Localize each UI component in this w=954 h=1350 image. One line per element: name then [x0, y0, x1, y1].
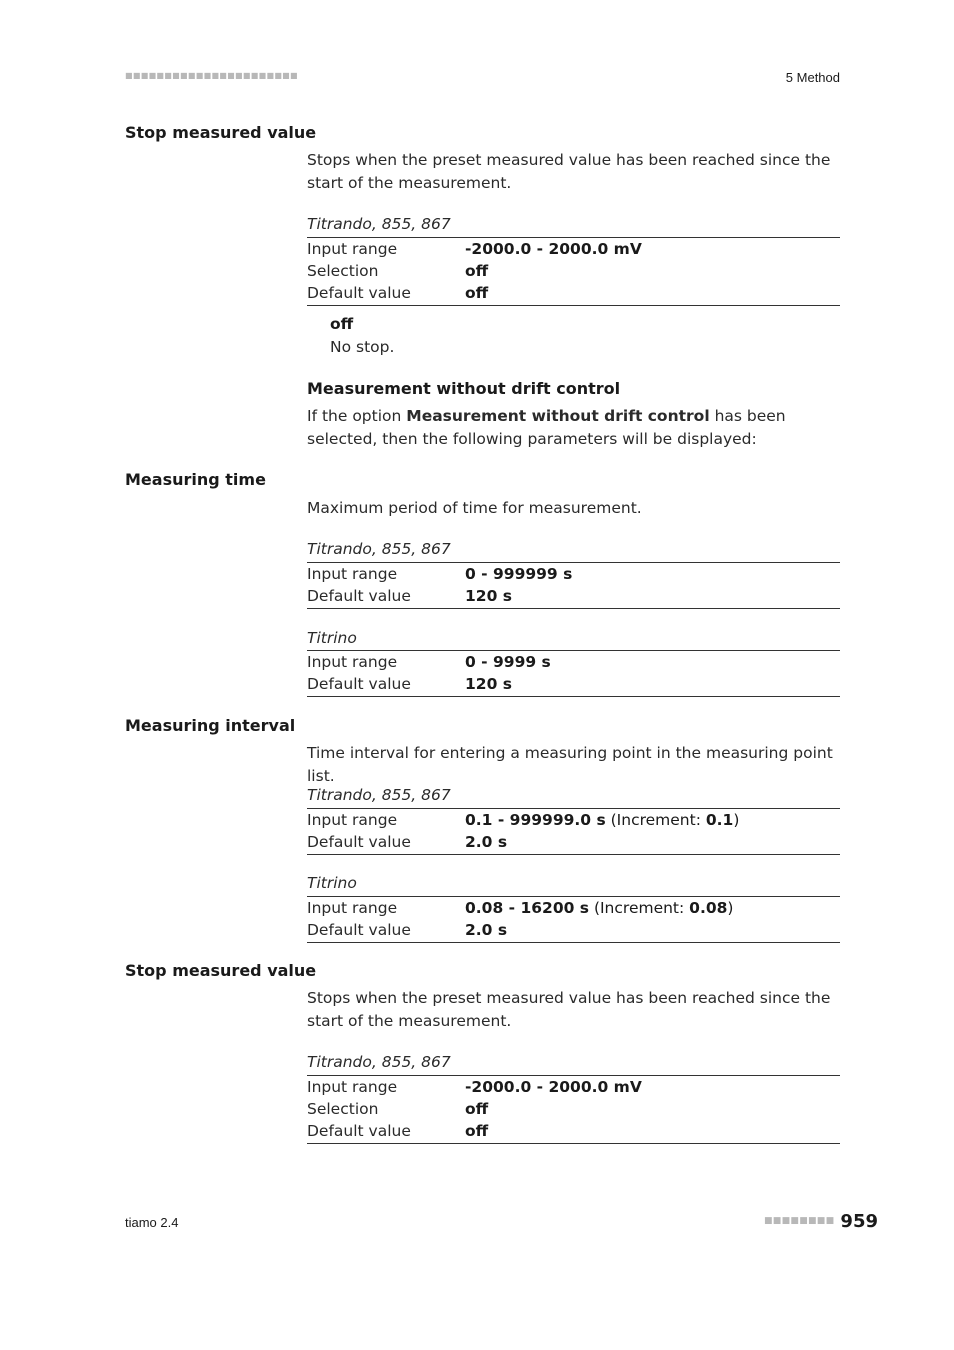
stop-description: Stops when the preset measured value has been reached since the start of the measurement. [307, 151, 831, 192]
table-row [307, 1098, 840, 1120]
row-label: Default value [307, 1122, 411, 1140]
row-label: Default value [307, 833, 411, 851]
row-label: Default value [307, 675, 411, 693]
stop-description: Stops when the preset measured value has been reached since the start of the measurement. [307, 989, 831, 1030]
without-drift-text: If the option Measurement without drift control has been selected, then the following parameters will be displayed: [307, 407, 786, 448]
row-label: Default value [307, 587, 411, 605]
device-label: Titrando, 855, 867 [307, 215, 451, 233]
parameter-table [307, 237, 840, 306]
header-decoration: ■■■■■■■■■■■■■■■■■■■■■■ [125, 71, 298, 80]
chapter-label: 5 Method [785, 70, 840, 85]
row-value: off [465, 1100, 489, 1118]
section-title-stop-measured-value: Stop measured value [125, 123, 317, 142]
row-value: off [465, 1122, 489, 1140]
row-label: Default value [307, 921, 411, 939]
parameter-table [307, 808, 840, 855]
parameter-table [307, 562, 840, 609]
table-row [307, 673, 840, 695]
row-value: -2000.0 - 2000.0 mV [465, 240, 642, 258]
row-value: off [465, 262, 489, 280]
table-row [307, 831, 840, 853]
row-label: Input range [307, 565, 398, 583]
measuring-interval-description: Time interval for entering a measuring point in the measuring point list. [307, 744, 833, 785]
table-row [307, 651, 840, 673]
table-row [307, 563, 840, 585]
device-label: Titrando, 855, 867 [307, 786, 451, 804]
table-row [307, 1120, 840, 1142]
section-title-measuring-interval: Measuring interval [125, 716, 296, 735]
row-label: Input range [307, 899, 398, 917]
row-value: 0.1 - 999999.0 s (Increment: 0.1) [465, 811, 740, 829]
table-row [307, 809, 840, 831]
device-label: Titrando, 855, 867 [307, 540, 451, 558]
table-row [307, 585, 840, 607]
parameter-table [307, 1075, 840, 1144]
row-value: 120 s [465, 587, 512, 605]
row-value: 2.0 s [465, 833, 508, 851]
row-value: 0.08 - 16200 s (Increment: 0.08) [465, 899, 734, 917]
row-value: 2.0 s [465, 921, 508, 939]
device-label: Titrino [307, 874, 357, 892]
device-label: Titrando, 855, 867 [307, 1053, 451, 1071]
page-number: 959 [840, 1211, 878, 1232]
row-label: Input range [307, 653, 398, 671]
subsection-title-without-drift: Measurement without drift control [307, 379, 621, 398]
parameter-table [307, 896, 840, 943]
option-description: No stop. [330, 338, 395, 356]
table-row [307, 238, 840, 260]
row-value: 120 s [465, 675, 512, 693]
row-label: Input range [307, 240, 398, 258]
option-name: off [330, 315, 354, 333]
section-title-stop-measured-value: Stop measured value [125, 961, 317, 980]
device-label: Titrino [307, 629, 357, 647]
row-label: Input range [307, 1078, 398, 1096]
row-label: Selection [307, 1100, 379, 1118]
row-value: off [465, 284, 489, 302]
row-value: -2000.0 - 2000.0 mV [465, 1078, 642, 1096]
measuring-time-description: Maximum period of time for measurement. [307, 499, 642, 517]
row-value: 0 - 9999 s [465, 653, 551, 671]
row-label: Input range [307, 811, 398, 829]
table-row [307, 1076, 840, 1098]
row-value: 0 - 999999 s [465, 565, 573, 583]
table-row [307, 919, 840, 941]
section-title-measuring-time: Measuring time [125, 470, 266, 489]
table-row [307, 282, 840, 304]
table-row [307, 897, 840, 919]
parameter-table [307, 650, 840, 697]
product-label: tiamo 2.4 [125, 1215, 179, 1230]
row-label: Selection [307, 262, 379, 280]
table-row [307, 260, 840, 282]
row-label: Default value [307, 284, 411, 302]
page-footer-right [764, 1211, 878, 1232]
footer-decoration: ■■■■■■■■ [763, 1216, 835, 1226]
